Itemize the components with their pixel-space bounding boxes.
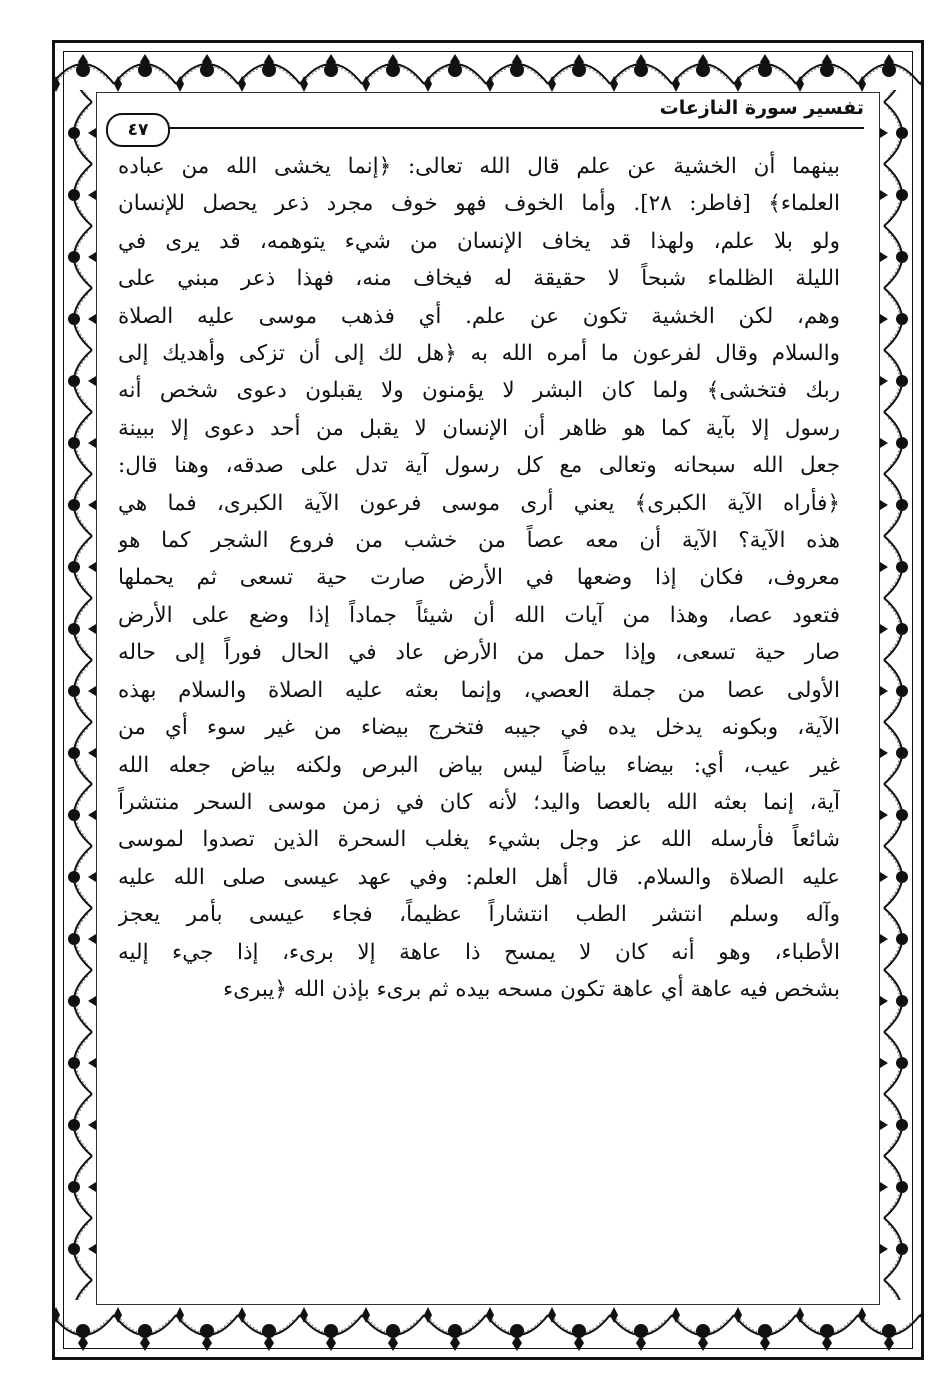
running-title: تفسير سورة النازعات [659, 97, 864, 119]
text-line: ربك فتخشى﴾ ولما كان البشر لا يؤمنون ولا يقبلون دعوى شخص أنه [118, 378, 840, 404]
text-line: جعل الله سبحانه وتعالى مع كل رسول آية تدل على صدقه، وهنا قال: [118, 453, 840, 479]
text-line: الأولى عصا من جملة العصي، وإنما بعثه عليه الصلاة والسلام بهذه [118, 677, 840, 703]
text-line: ولو بلا علم، ولهذا قد يخاف الإنسان من شيء يتوهمه، قد يرى في [118, 228, 840, 254]
text-line: آية، إنما بعثه الله بالعصا واليد؛ لأنه كان في زمن موسى السحر منتشراً [118, 789, 840, 815]
text-line: بينهما أن الخشية عن علم قال الله تعالى: ﴿إنما يخشى الله من عباده [118, 154, 840, 179]
ornament-border-top [52, 40, 924, 92]
text-line: عليه الصلاة والسلام. قال أهل العلم: وفي عهد عيسى صلى الله عليه [118, 864, 840, 890]
body-text [118, 148, 840, 1008]
text-line: شائعاً فأرسله الله عز وجل بشيء يغلب السحرة الذين تصدوا لموسى [118, 827, 840, 853]
text-line: بشخص فيه عاهة أي عاهة تكون مسحه بيده ثم برىء بإذن الله ﴿يبرىء [223, 976, 840, 1002]
text-line: صار حية تسعى، وإذا حمل من الأرض عاد في الحال فوراً إلى حاله [118, 640, 840, 666]
text-line: فتعود عصا، وهذا من آيات الله أن شيئاً جماداً إذا وضع على الأرض [118, 602, 840, 628]
text-line: غير عيب، أي: بيضاء بياضاً ليس بياض البرص ولكنه بياض جعله الله [118, 752, 840, 778]
text-line: رسول إلا بآية كما هو ظاهر أن الإنسان لا يقبل من أحد دعوى إلا ببينة [118, 415, 840, 441]
text-line: العلماء﴾ [فاطر: ٢٨]. وأما الخوف فهو خوف مجرد ذعر يحصل للإنسان [118, 191, 840, 217]
text-line: معروف، فكان إذا وضعها في الأرض صارت حية تسعى ثم يحملها [118, 565, 840, 591]
text-line: والسلام وقال لفرعون ما أمره الله به ﴿هل لك إلى أن تزكى وأهديك إلى [118, 341, 840, 367]
text-line: وهم، لكن الخشية تكون عن علم. أي فذهب موسى عليه الصلاة [118, 303, 840, 329]
page-header [100, 95, 876, 140]
ornament-border-left [52, 40, 96, 1360]
header-rule [170, 127, 864, 129]
text-line: ﴿فأراه الآية الكبرى﴾ يعني أرى موسى فرعون الآية الكبرى، فما هي [118, 490, 840, 516]
text-line: هذه الآية؟ الآية أن معه عصاً من خشب من فروع الشجر كما هو [118, 528, 840, 554]
page-number: ٤٧ [106, 113, 170, 147]
ornament-border-right [880, 40, 924, 1360]
text-line: الآية، وبكونه يدخل يده في جيبه فتخرج بيضاء من غير سوء أي من [118, 715, 840, 741]
text-line: الليلة الظلماء شبحاً لا حقيقة له فيخاف منه، فهذا ذعر مبني على [118, 266, 840, 292]
ornament-border-bottom [52, 1305, 924, 1360]
text-line: وآله وسلم انتشر الطب انتشاراً عظيماً، فجاء عيسى بأمر يعجز [118, 902, 840, 928]
text-line: الأطباء، وهو أنه كان لا يمسح ذا عاهة إلا برىء، إذا جيء إليه [118, 939, 840, 965]
